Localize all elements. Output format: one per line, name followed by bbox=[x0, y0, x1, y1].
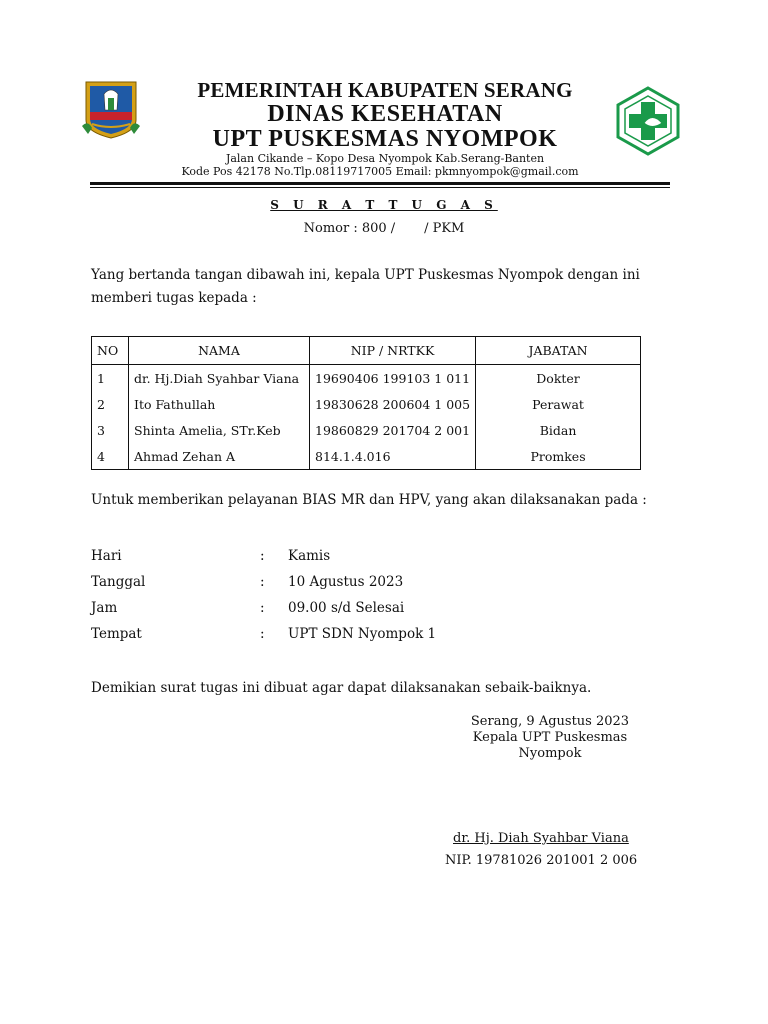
detail-label: Jam bbox=[91, 600, 118, 616]
letterhead-department: DINAS KESEHATAN bbox=[267, 101, 503, 127]
signature-position-line1: Kepala UPT Puskesmas bbox=[472, 730, 628, 745]
letter-title-text: S U R A T T U G A S bbox=[270, 198, 498, 212]
detail-value: Kamis bbox=[288, 548, 331, 564]
cell-nip: 19830628 200604 1 005 bbox=[310, 391, 476, 417]
cell-jabatan: Promkes bbox=[476, 443, 641, 470]
signature-block bbox=[430, 714, 670, 762]
kabupaten-serang-emblem-icon bbox=[82, 80, 140, 140]
assignee-table bbox=[91, 336, 641, 470]
letter-title bbox=[0, 198, 768, 212]
cell-no: 1 bbox=[92, 365, 129, 392]
cell-nip: 19690406 199103 1 011 bbox=[310, 365, 476, 392]
detail-value: UPT SDN Nyompok 1 bbox=[288, 626, 437, 642]
letter-number: Nomor : 800 / / PKM bbox=[303, 221, 465, 236]
detail-colon: : bbox=[260, 626, 265, 642]
detail-colon: : bbox=[260, 548, 265, 564]
detail-value: 10 Agustus 2023 bbox=[288, 574, 404, 590]
puskesmas-logo-icon bbox=[614, 86, 682, 156]
cell-jabatan: Bidan bbox=[476, 417, 641, 443]
signatory-nip: NIP. 19781026 201001 2 006 bbox=[445, 853, 638, 868]
detail-label: Hari bbox=[91, 548, 122, 564]
table-row bbox=[92, 443, 641, 470]
purpose-paragraph: Untuk memberikan pelayanan BIAS MR dan HPV, yang akan dilaksanakan pada : bbox=[91, 492, 647, 508]
cell-nama: Shinta Amelia, STr.Keb bbox=[129, 417, 310, 443]
cell-no: 2 bbox=[92, 391, 129, 417]
letterhead-address: Jalan Cikande – Kopo Desa Nyompok Kab.Serang-Banten bbox=[225, 152, 545, 165]
letterhead-rule-thin bbox=[90, 187, 670, 188]
cell-nama: Ito Fathullah bbox=[129, 391, 310, 417]
letterhead-institution: UPT PUSKESMAS NYOMPOK bbox=[212, 126, 558, 152]
letterhead-government: PEMERINTAH KABUPATEN SERANG bbox=[197, 78, 573, 102]
table-row bbox=[92, 365, 641, 392]
header-nama: NAMA bbox=[129, 337, 310, 365]
cell-nip: 19860829 201704 2 001 bbox=[310, 417, 476, 443]
table-row bbox=[92, 391, 641, 417]
cell-nama: Ahmad Zehan A bbox=[129, 443, 310, 470]
letterhead-contact: Kode Pos 42178 No.Tlp.08119717005 Email: pkmnyompok@gmail.com bbox=[181, 165, 579, 178]
cell-no: 3 bbox=[92, 417, 129, 443]
table-header-row bbox=[92, 337, 641, 365]
detail-label: Tanggal bbox=[91, 574, 146, 590]
signatory-name: dr. Hj. Diah Syahbar Viana bbox=[453, 831, 629, 846]
table-row bbox=[92, 417, 641, 443]
intro-paragraph: Yang bertanda tangan dibawah ini, kepala UPT Puskesmas Nyompok dengan ini memberi tugas kepada : bbox=[91, 267, 640, 306]
detail-colon: : bbox=[260, 600, 265, 616]
cell-jabatan: Perawat bbox=[476, 391, 641, 417]
detail-label: Tempat bbox=[91, 626, 142, 642]
cell-jabatan: Dokter bbox=[476, 365, 641, 392]
header-jabatan: JABATAN bbox=[476, 337, 641, 365]
closing-paragraph: Demikian surat tugas ini dibuat agar dapat dilaksanakan sebaik-baiknya. bbox=[91, 680, 592, 696]
cell-nama: dr. Hj.Diah Syahbar Viana bbox=[129, 365, 310, 392]
cell-no: 4 bbox=[92, 443, 129, 470]
letterhead-rule-thick bbox=[90, 182, 670, 185]
detail-colon: : bbox=[260, 574, 265, 590]
header-no: NO bbox=[92, 337, 129, 365]
cell-nip: 814.1.4.016 bbox=[310, 443, 476, 470]
signature-position-line2: Nyompok bbox=[518, 746, 582, 761]
detail-value: 09.00 s/d Selesai bbox=[288, 600, 405, 616]
signature-place-date: Serang, 9 Agustus 2023 bbox=[470, 714, 630, 729]
header-nip: NIP / NRTKK bbox=[310, 337, 476, 365]
